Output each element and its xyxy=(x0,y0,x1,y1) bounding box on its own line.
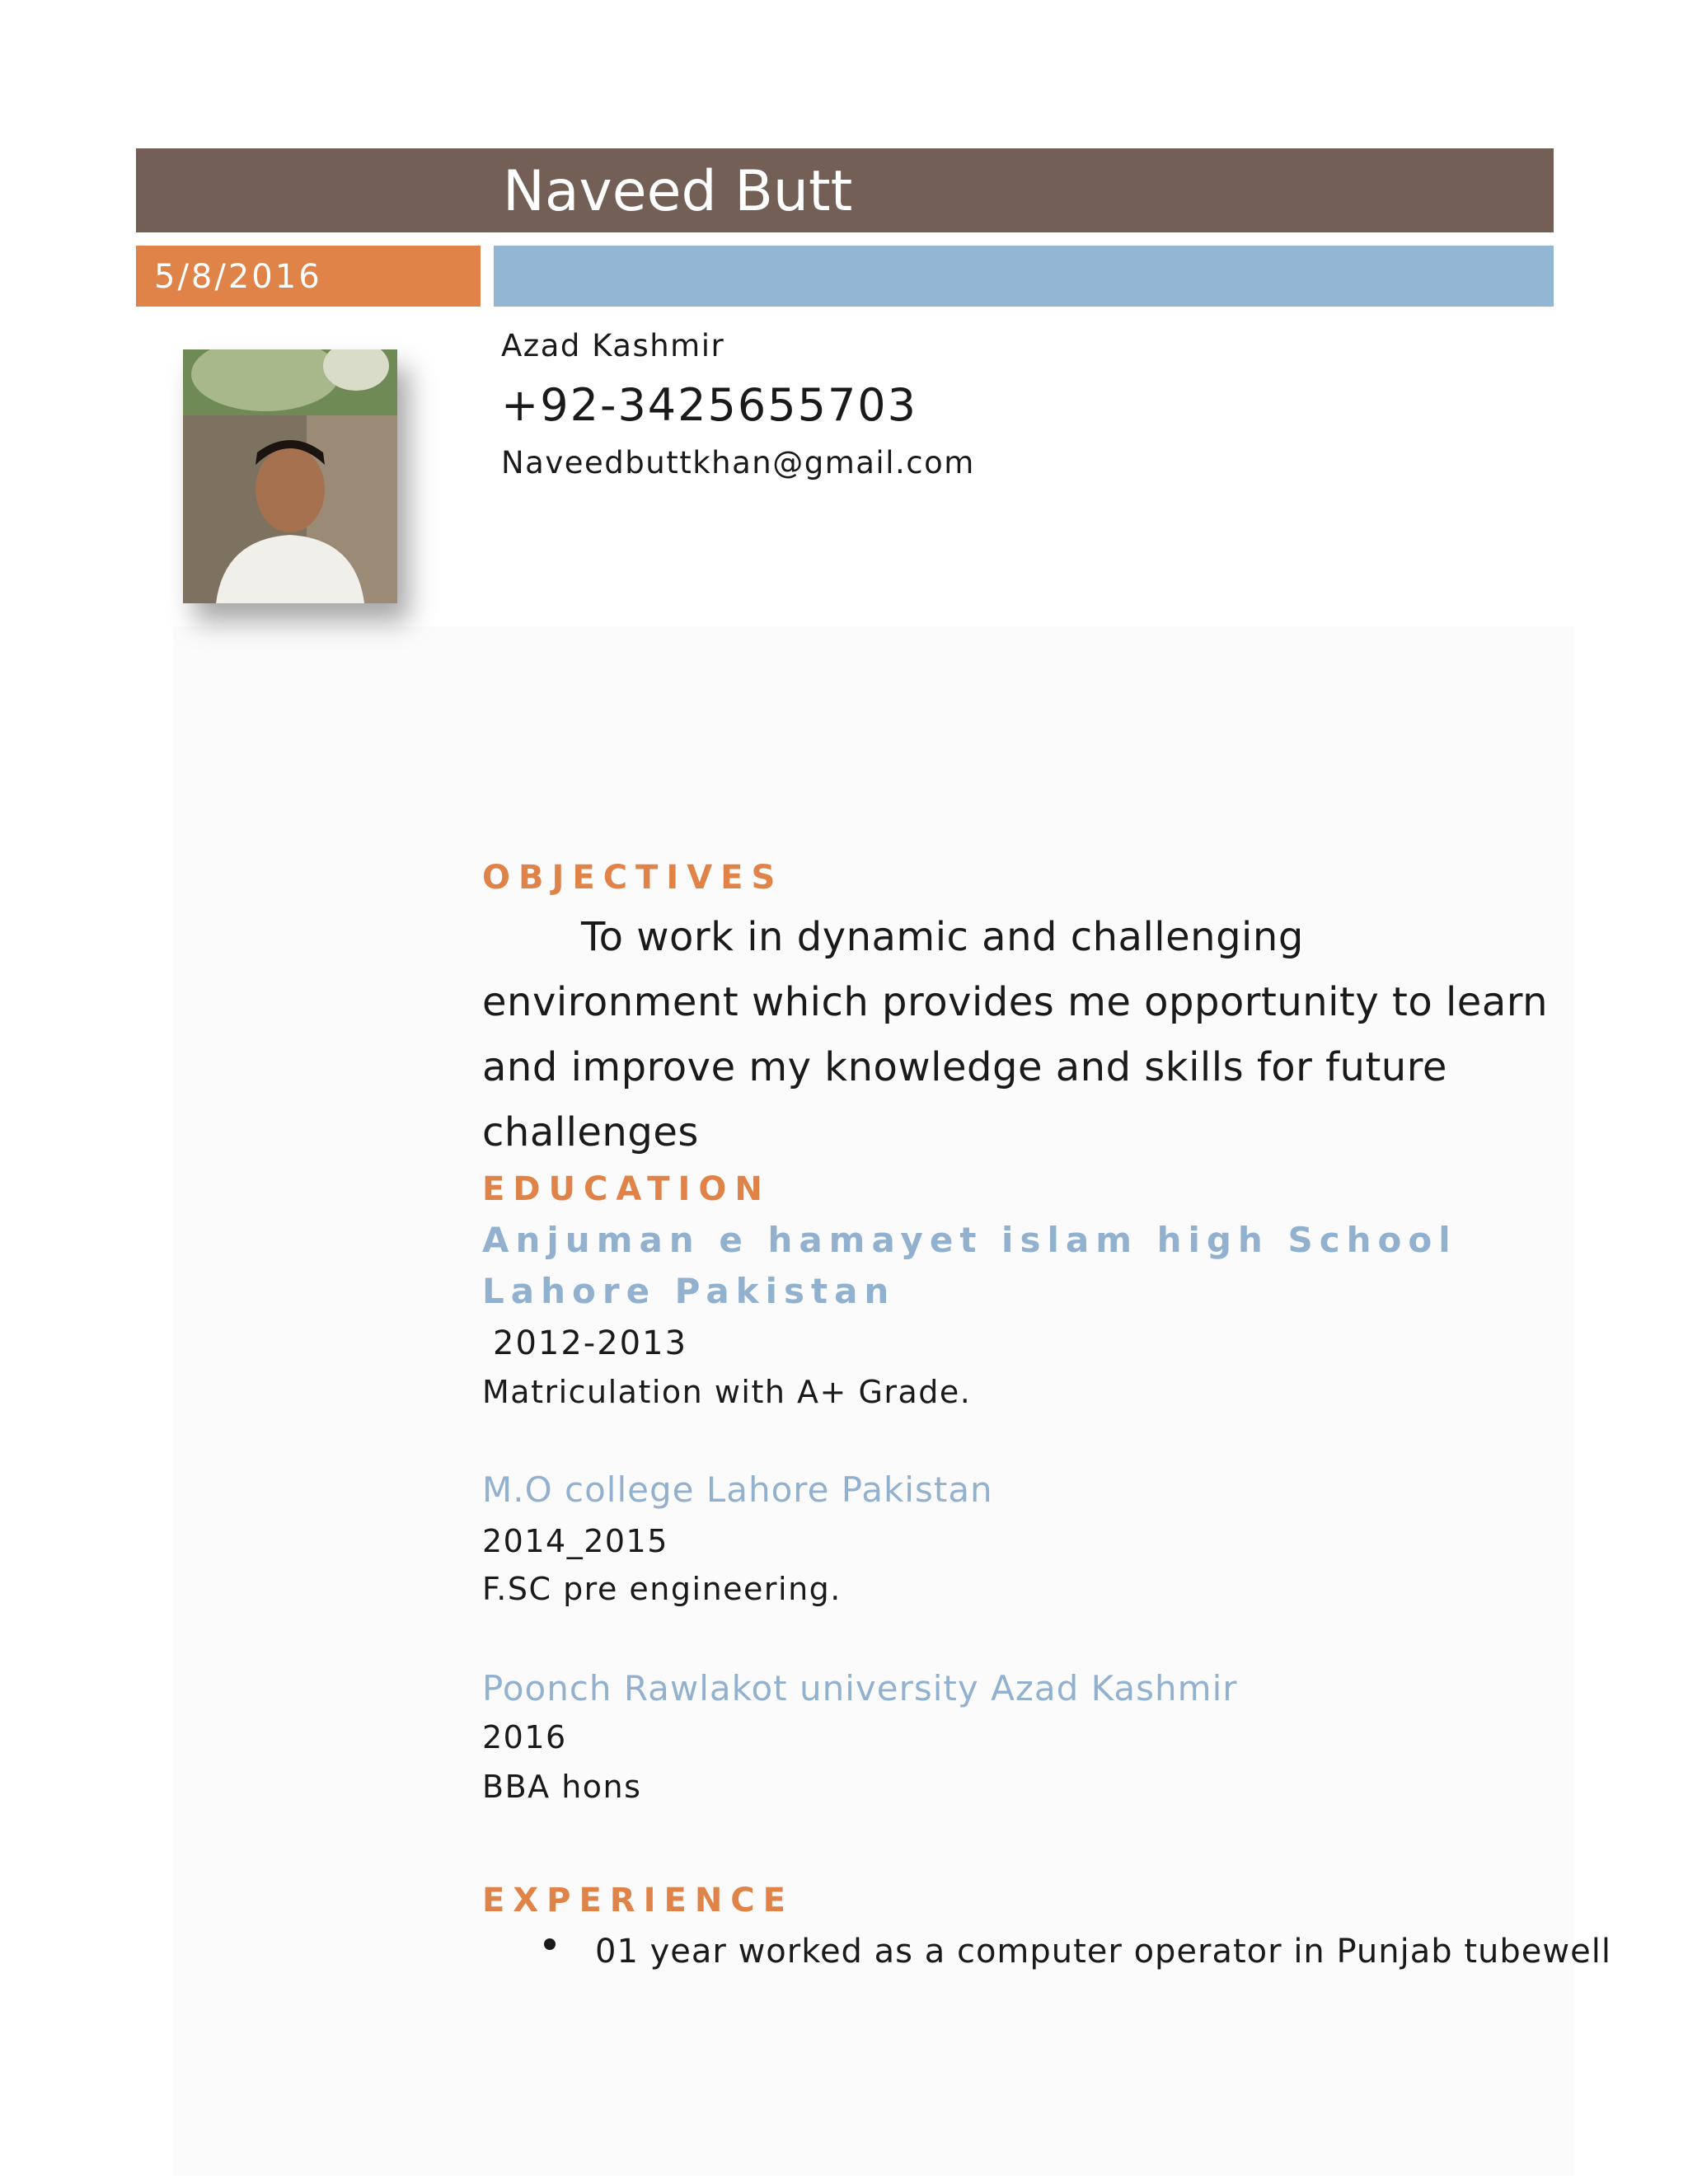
education-heading: EDUCATION xyxy=(482,1170,771,1208)
candidate-name: Naveed Butt xyxy=(503,159,853,224)
experience-heading: EXPERIENCE xyxy=(482,1882,794,1919)
education-detail: BBA hons xyxy=(482,1769,642,1805)
contact-email[interactable]: Naveedbuttkhan@gmail.com xyxy=(501,445,975,480)
education-detail: Matriculation with A+ Grade. xyxy=(482,1374,972,1410)
objectives-text: To work in dynamic and challenging environment which provides me opportunity to learn and improve my knowledge and skills for future challenges xyxy=(482,914,1549,1155)
objectives-heading: OBJECTIVES xyxy=(482,859,784,897)
resume-date: 5/8/2016 xyxy=(154,258,322,296)
education-years: 2016 xyxy=(482,1719,567,1755)
profile-photo xyxy=(183,349,397,603)
contact-phone: +92-3425655703 xyxy=(501,379,918,431)
education-detail: F.SC pre engineering. xyxy=(482,1571,842,1607)
education-years: 2014_2015 xyxy=(482,1523,668,1559)
education-school: Poonch Rawlakot university Azad Kashmir xyxy=(482,1668,1238,1708)
education-school: M.O college Lahore Pakistan xyxy=(482,1469,993,1510)
contact-address: Azad Kashmir xyxy=(501,328,725,363)
education-years: 2012-2013 xyxy=(493,1324,688,1362)
education-school: Anjuman e hamayet islam high School Lahore Pakistan xyxy=(482,1220,1457,1311)
experience-item: 01 year worked as a computer operator in Punjab tubewell xyxy=(595,1933,1611,1971)
accent-banner xyxy=(494,246,1554,307)
bullet-icon xyxy=(544,1938,556,1950)
